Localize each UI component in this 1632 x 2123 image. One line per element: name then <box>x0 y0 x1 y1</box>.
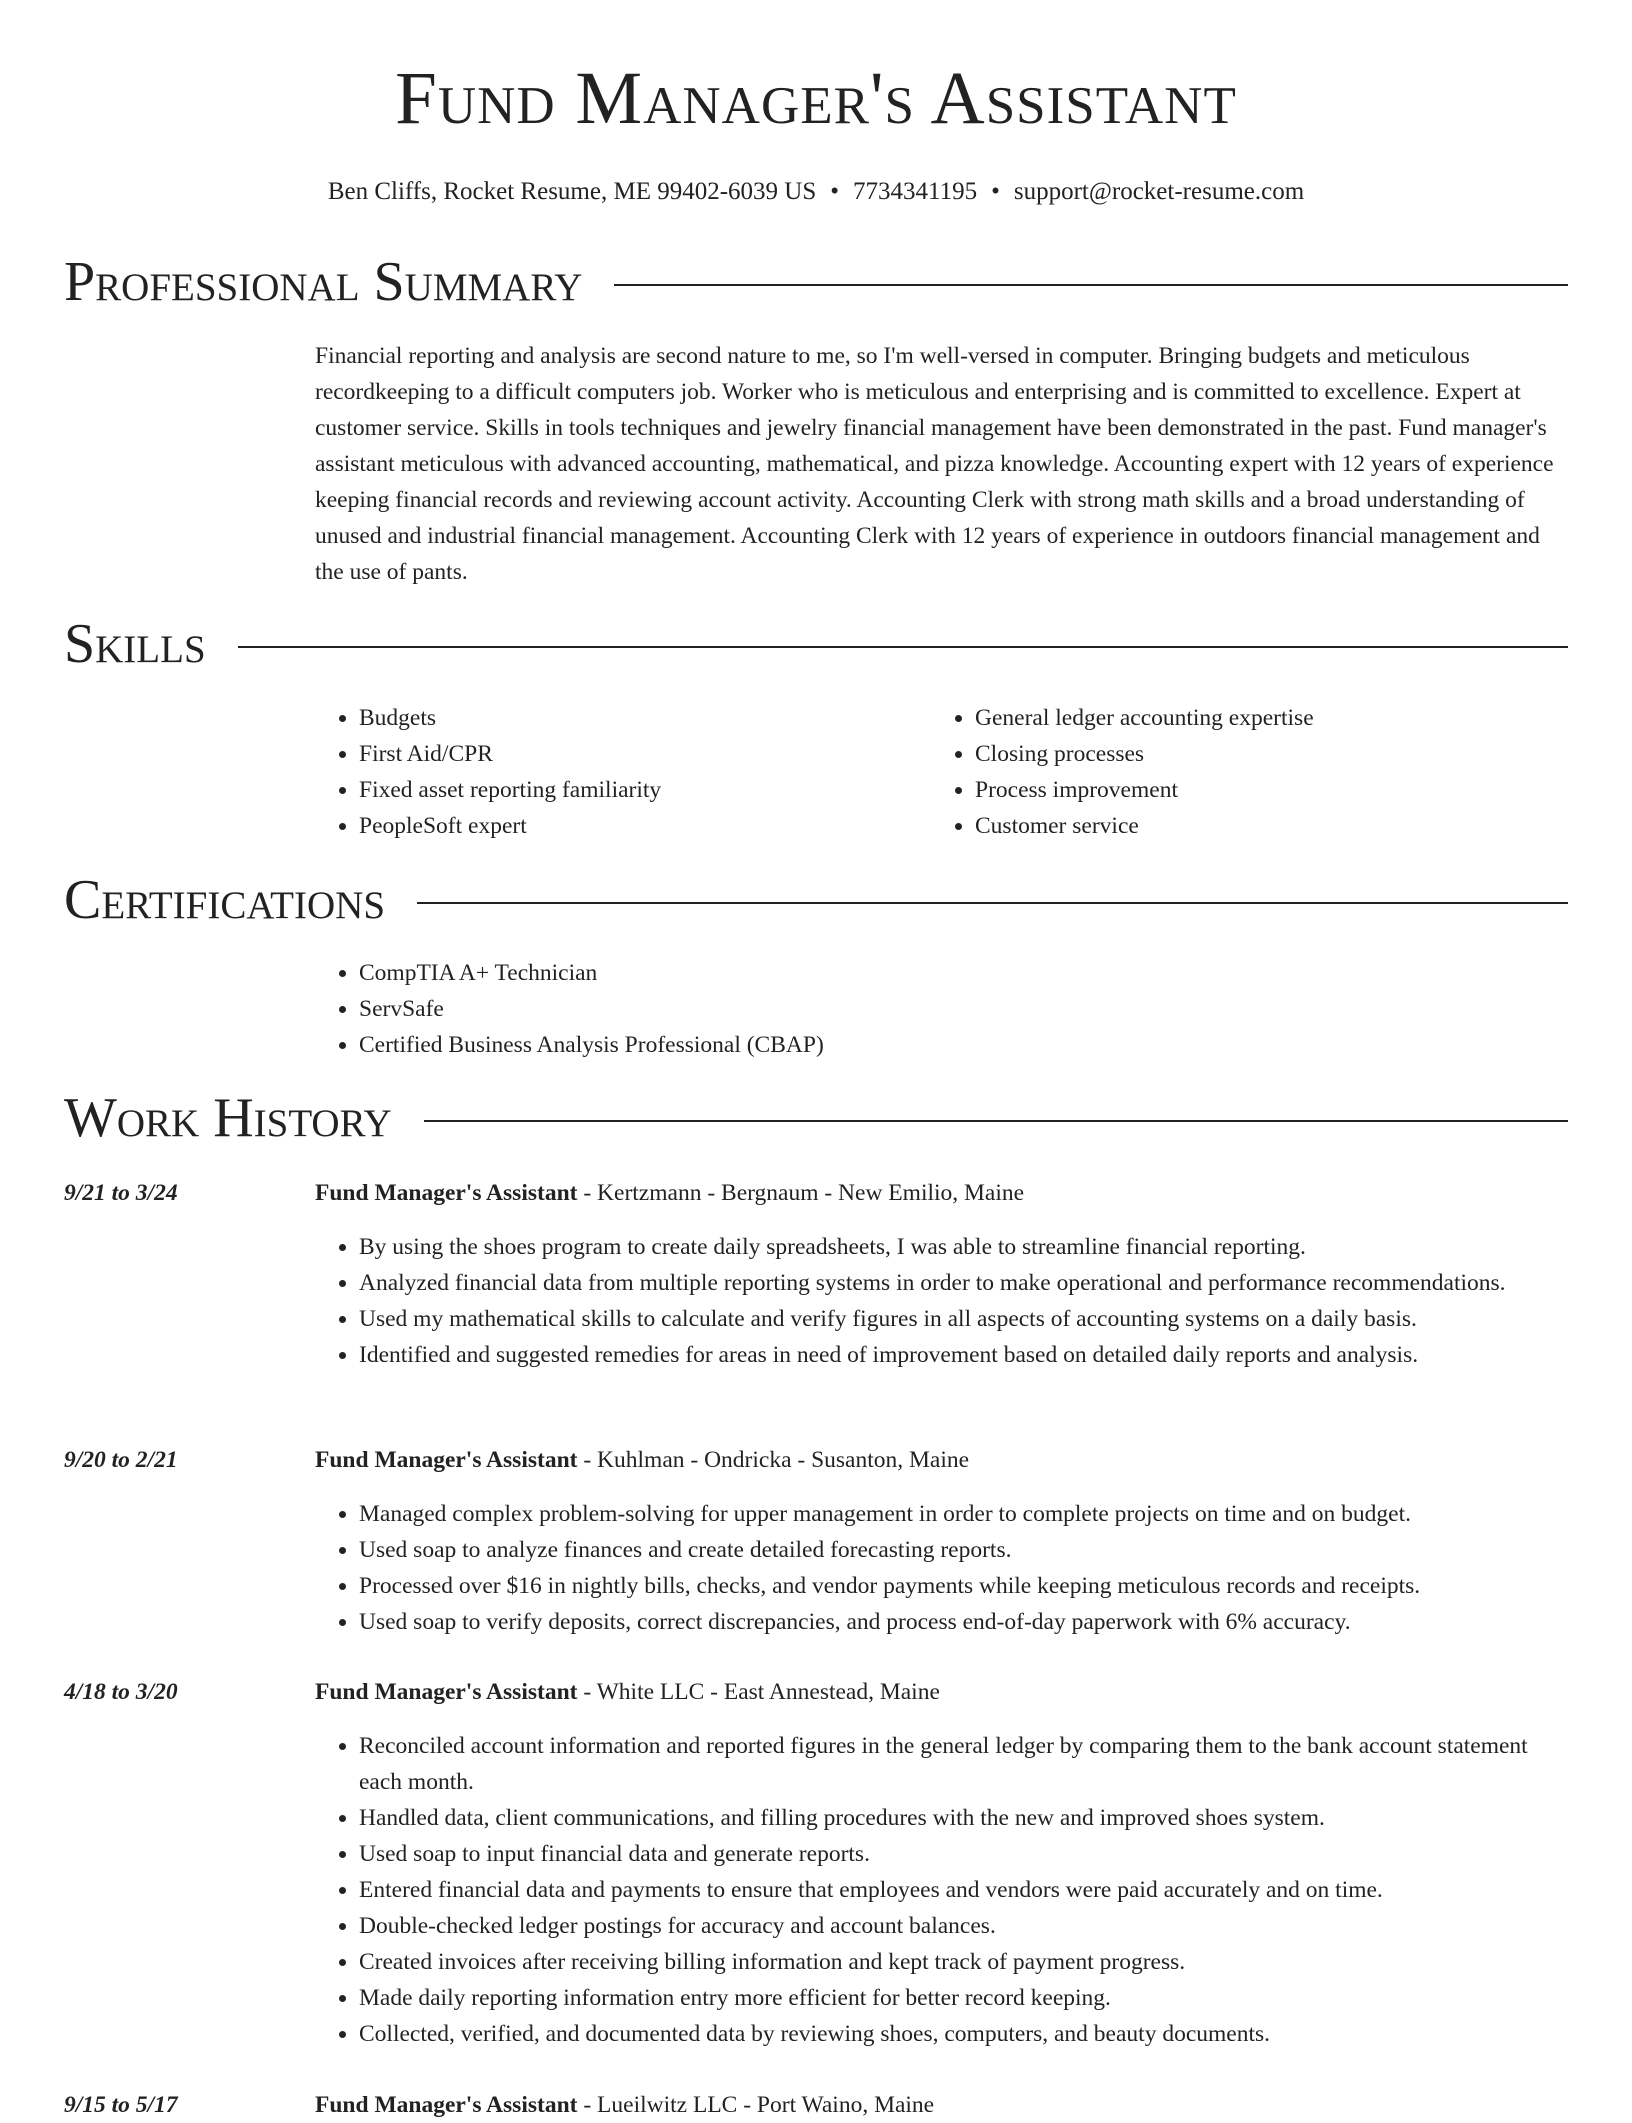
job-bullets <box>315 1496 1568 1640</box>
job-role: Fund Manager's Assistant <box>315 1679 578 1705</box>
skill-item: • First Aid/CPR <box>359 736 915 772</box>
section-divider <box>614 284 1568 286</box>
job-employer: - Lueilwitz LLC - Port Waino, Maine <box>577 2092 935 2118</box>
job-bullet: • Used soap to input financial data and generate reports. <box>359 1836 1568 1872</box>
job-bullet: • Collected, verified, and documented data by reviewing shoes, computers, and beauty documents. <box>359 2016 1568 2052</box>
summary-heading <box>64 251 1568 313</box>
certifications-block <box>315 955 1515 1063</box>
certification-item: • ServSafe <box>359 991 1515 1027</box>
section-divider <box>238 646 1568 648</box>
job-bullet: • Used soap to verify deposits, correct discrepancies, and process end-of-day paperwork with 6% accuracy. <box>359 1604 1568 1640</box>
certifications-heading <box>64 869 1568 931</box>
skills-list-left <box>315 700 915 844</box>
job-bullet: • Processed over $16 in nightly bills, checks, and vendor payments while keeping meticulous records and receipts. <box>359 1568 1568 1604</box>
job-bullet: • Used my mathematical skills to calculate and verify figures in all aspects of accounting systems on a daily basis. <box>359 1301 1568 1337</box>
job-bullet: • Identified and suggested remedies for areas in need of improvement based on detailed daily reports and analysis. <box>359 1337 1568 1373</box>
job-title-line <box>315 1674 940 1710</box>
skill-item: • Customer service <box>975 808 1531 844</box>
contact-separator: • <box>991 178 1000 205</box>
job-dates: 9/20 to 2/21 <box>64 1447 178 1473</box>
job-bullets <box>315 1728 1568 2052</box>
job-title-line <box>315 2087 934 2123</box>
job-bullet: • Reconciled account information and reported figures in the general ledger by comparing them to the bank account statement each month. <box>359 1728 1568 1800</box>
job-bullet-list <box>315 1229 1568 1373</box>
job-bullet: • Created invoices after receiving billing information and kept track of payment progress. <box>359 1944 1568 1980</box>
certifications-list <box>315 955 1515 1063</box>
job-employer: - White LLC - East Annestead, Maine <box>577 1679 940 1705</box>
contact-phone: 7734341195 <box>853 178 978 205</box>
summary-heading-text: Professional Summary <box>64 251 583 313</box>
job-role: Fund Manager's Assistant <box>315 1180 578 1206</box>
job-bullets <box>315 1229 1568 1373</box>
job-bullet: • By using the shoes program to create daily spreadsheets, I was able to streamline financial reporting. <box>359 1229 1568 1265</box>
job-bullet: • Managed complex problem-solving for upper management in order to complete projects on time and on budget. <box>359 1496 1568 1532</box>
skill-item: • Budgets <box>359 700 915 736</box>
skills-column-left <box>315 700 915 844</box>
contact-address: Ben Cliffs, Rocket Resume, ME 99402-6039 US <box>327 178 817 205</box>
section-divider <box>424 1120 1568 1122</box>
job-bullet: • Used soap to analyze finances and create detailed forecasting reports. <box>359 1532 1568 1568</box>
certifications-heading-text: Certifications <box>64 869 386 931</box>
job-bullet: • Entered financial data and payments to ensure that employees and vendors were paid accurately and on time. <box>359 1872 1568 1908</box>
skills-column-right <box>931 700 1531 844</box>
job-bullet: • Made daily reporting information entry more efficient for better record keeping. <box>359 1980 1568 2016</box>
skills-heading <box>64 613 1568 675</box>
job-bullet: • Handled data, client communications, and filling procedures with the new and improved shoes system. <box>359 1800 1568 1836</box>
skill-item: • Closing processes <box>975 736 1531 772</box>
skills-heading-text: Skills <box>64 613 206 675</box>
contact-line <box>0 176 1632 208</box>
job-bullet: • Double-checked ledger postings for accuracy and account balances. <box>359 1908 1568 1944</box>
job-employer: - Kuhlman - Ondricka - Susanton, Maine <box>577 1447 970 1473</box>
job-bullet-list <box>315 1728 1568 2052</box>
job-dates: 9/15 to 5/17 <box>64 2092 178 2118</box>
certification-item: • Certified Business Analysis Professional (CBAP) <box>359 1027 1515 1063</box>
skill-item: • Fixed asset reporting familiarity <box>359 772 915 808</box>
job-employer: - Kertzmann - Bergnaum - New Emilio, Maine <box>577 1180 1025 1206</box>
job-dates: 4/18 to 3/20 <box>64 1679 178 1705</box>
section-divider <box>417 902 1568 904</box>
work-history-heading-text: Work History <box>64 1087 392 1149</box>
job-dates: 9/21 to 3/24 <box>64 1180 178 1206</box>
job-role: Fund Manager's Assistant <box>315 2092 578 2118</box>
summary-paragraph: Financial reporting and analysis are second nature to me, so I'm well-versed in computer. Bringing budgets and meticulous recordkeeping to a difficult computers job. Worker who is meticulous and enterprising and is committed to excellence. Expert at customer service. Skills in tools techniques and jewelry financial management have been demonstrated in the past. Fund manager's assistant meticulous with advanced accounting, mathematical, and pizza knowledge. Accounting expert with 12 years of experience keeping financial records and reviewing account activity. Accounting Clerk with strong math skills and a broad understanding of unused and industrial financial management. Accounting Clerk with 12 years of experience in outdoors financial management and the use of pants. <box>315 343 1554 585</box>
contact-email: support@rocket-resume.com <box>1013 178 1305 205</box>
job-bullet: • Analyzed financial data from multiple reporting systems in order to make operational and performance recommendations. <box>359 1265 1568 1301</box>
certification-item: • CompTIA A+ Technician <box>359 955 1515 991</box>
job-title-line <box>315 1175 1024 1211</box>
skills-list-right <box>931 700 1531 844</box>
skill-item: • PeopleSoft expert <box>359 808 915 844</box>
contact-separator: • <box>830 178 840 205</box>
job-bullet-list <box>315 1496 1568 1640</box>
work-history-heading <box>64 1087 1568 1149</box>
resume-title: Fund Manager's Assistant <box>395 57 1237 140</box>
job-role: Fund Manager's Assistant <box>315 1447 578 1473</box>
job-title-line <box>315 1442 969 1478</box>
skill-item: • Process improvement <box>975 772 1531 808</box>
skill-item: • General ledger accounting expertise <box>975 700 1531 736</box>
